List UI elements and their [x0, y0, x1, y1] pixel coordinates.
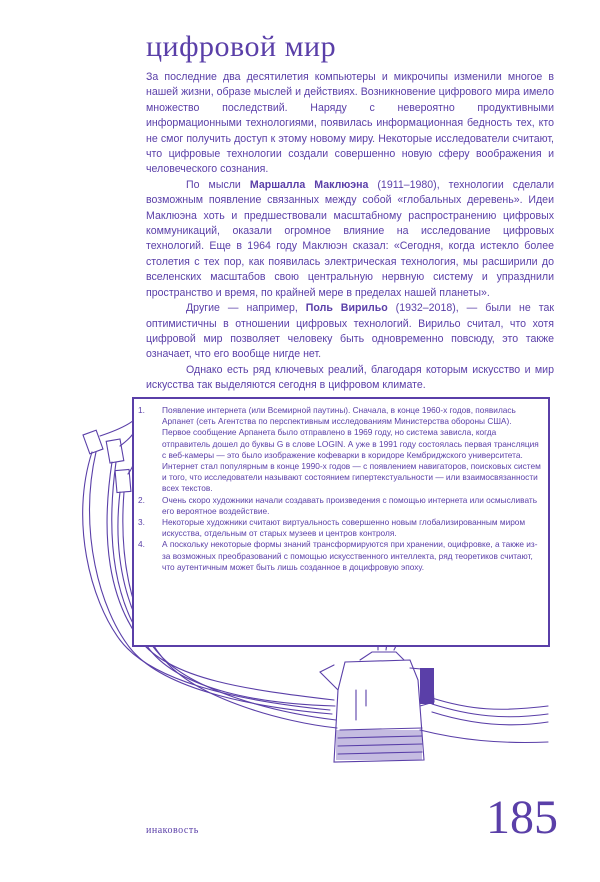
body-text — [146, 70, 554, 394]
list-text: А поскольку некоторые формы знаний трансформируются при хранении, оцифровке, а также из-за возможных преобразований с помощью искусственного интеллекта, ряд теоретиков считают, что аутентичным может быть лишь созданное в доцифровую эпоху. — [162, 539, 538, 572]
plug-icon — [115, 469, 131, 492]
footer-label: инаковость — [146, 825, 199, 836]
list-number: 2. — [138, 494, 145, 505]
person-name: Поль Вирильо — [305, 302, 388, 315]
paragraph-text: Однако есть ряд ключевых реалий, благодаря которым искусство и мир искусства так выделяются сегодня в цифровом климате. — [146, 363, 554, 392]
list-number: 1. — [138, 405, 145, 415]
list-text: Очень скоро художники начали создавать произведения с помощью интернета или осмысливать его вероятное воздействие. — [162, 494, 538, 516]
list-text: Появление интернета (или Всемирной паутины). Сначала, в конце 1960-х годов, появилась Арпанет (сеть Агентства по перспективным исследованиям Министерства обороны США). Первое сообщение Арпанета было отправлено в 1969 году, но система зависла, когда отправитель дошел до буквы G в слове LOGIN. А уже в 1991 году состоялась первая трансляция с веб-камеры — это было изображение кофеварки в коридоре Кембриджского университета. Интернет стал популярным в конце 1990-х годов — с появлением навигаторов, поисковых систем и того, что исследователи называют состоянием гипертекстуальности — или взаимосвязанности всех текстов. — [162, 405, 541, 494]
list-item — [138, 539, 542, 573]
paragraph — [146, 301, 554, 363]
key-realities-list — [138, 405, 542, 573]
page-number: 185 — [486, 791, 558, 844]
paragraph — [146, 178, 554, 301]
paragraph-text: (1932–2018), — были не так оптимистичны в отношении цифровых технологий. Вирильо считал, что хотя цифровой мир позволяет человеку быть одновременно повсюду, это также означает, что его вообще нигде нет. — [146, 302, 555, 361]
paragraph — [146, 70, 554, 178]
paragraph-text: По мысли — [186, 178, 250, 191]
paragraph-text: За последние два десятилетия компьютеры и микрочипы изменили многое в нашей жизни, образе мыслей и действиях. Возникновение цифрового мира имело множество последствий. Наряду с невероятно продуктивными информационными технологиями, появилась информационная бедность тех, кто не смог получить доступ к этому новому миру. Некоторые исследователи считают, что цифровые технологии создали совершенно новую сферу воображения и человеческого сознания. — [146, 71, 554, 176]
person-name: Маршалла Маклюэна — [249, 178, 369, 191]
paragraph — [146, 363, 554, 394]
plug-icon — [83, 430, 103, 454]
paragraph-text: (1911–1980), технологии сделали возможным появление связанных между собой «глобальных деревень». Идеи Маклюэна хоть и предшествовали масштабному распространению цифровых коммуникаций, оказали огромное влияние на исследование цифровых технологий. Еще в 1964 году Маклюэн сказал: «Сегодня, когда истекло более столетия с тех пор, как появилась электрическая технология, мы расширили до вселенских масштабов свою центральную нервную систему и упразднили пространство и время, по крайней мере в пределах нашей планеты». — [146, 178, 554, 299]
paragraph-text: Другие — например, — [186, 302, 306, 315]
plug-icon — [106, 439, 124, 463]
list-item — [138, 517, 542, 539]
list-item — [138, 405, 542, 495]
page-title: цифровой мир — [146, 30, 337, 63]
list-number: 4. — [138, 539, 145, 550]
coffee-pot-icon — [334, 660, 424, 762]
list-number: 3. — [138, 517, 145, 528]
list-text: Некоторые художники считают виртуальность совершенно новым глобализированным миром искусства, отдельным от старых музеев и центров контроля. — [162, 517, 526, 539]
list-item — [138, 495, 542, 517]
